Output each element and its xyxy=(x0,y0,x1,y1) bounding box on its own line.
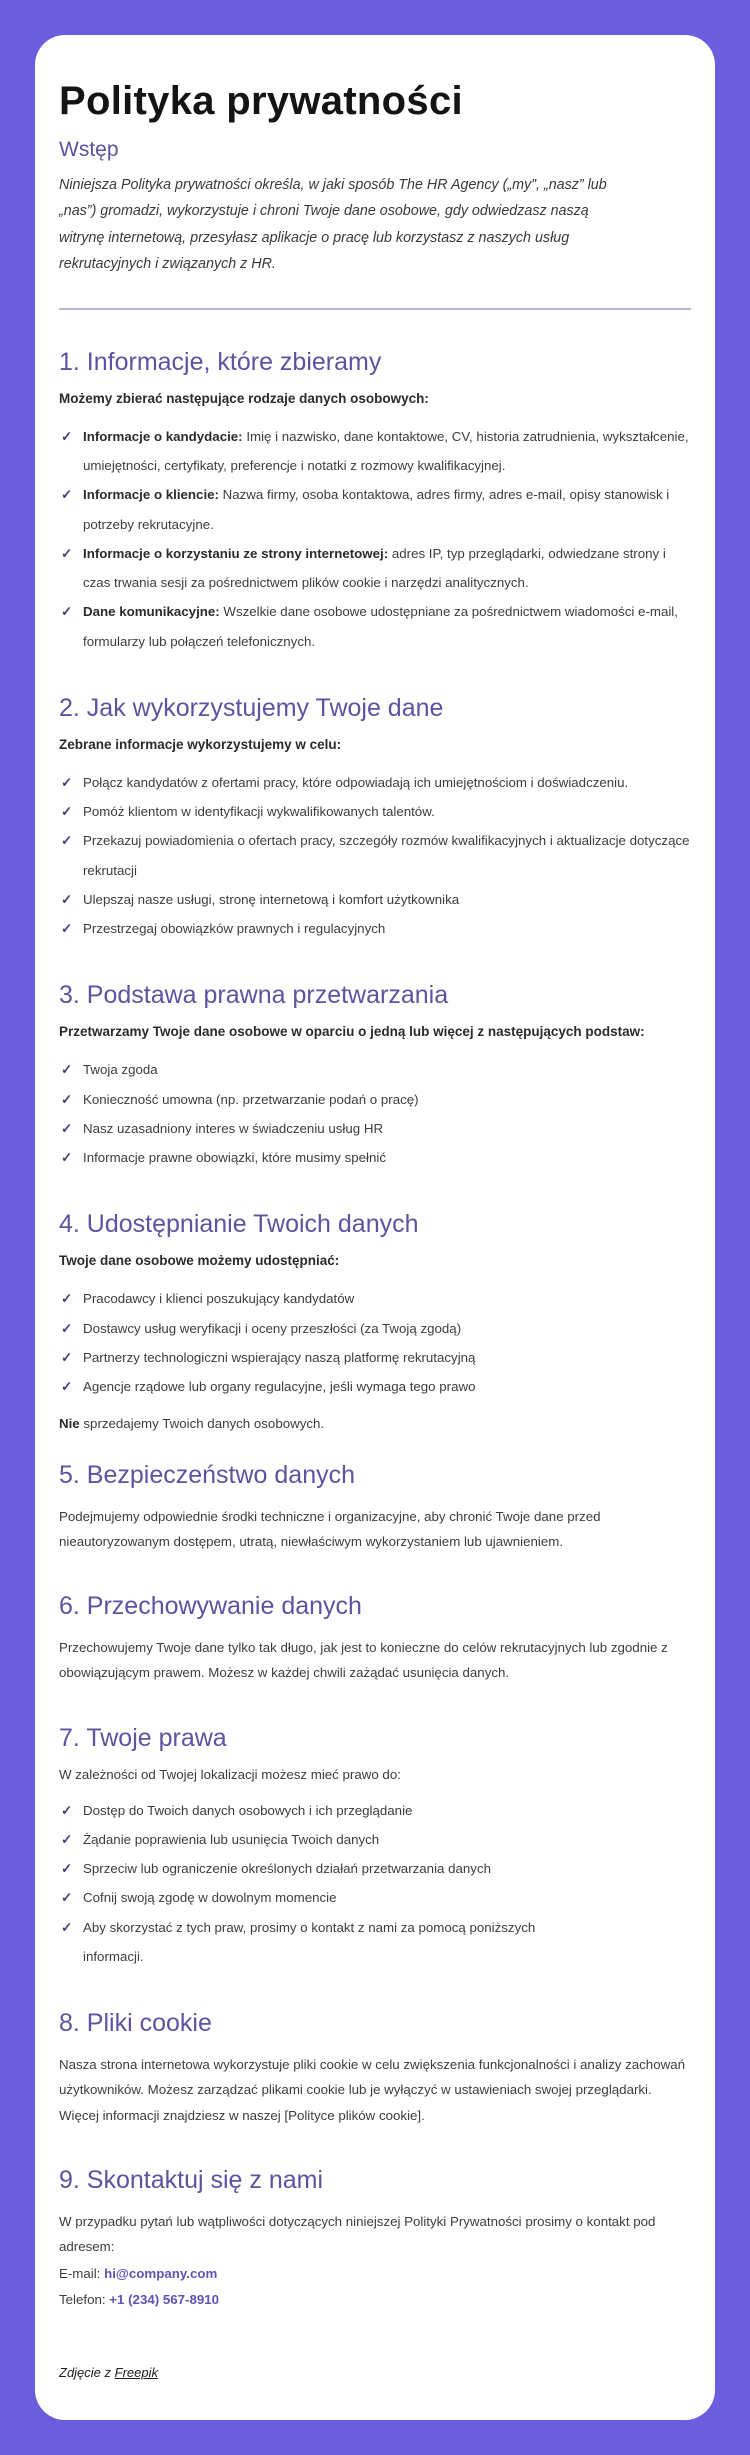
check-icon: ✓ xyxy=(61,1091,73,1107)
no-sell-note xyxy=(59,1411,691,1436)
intro-paragraph: Niniejsza Polityka prywatności określa, w jaki sposób The HR Agency („my”, „nasz” lub „nas”) gromadzi, wykorzystuje i chroni Twoje dane osobowe, gdy odwiedzasz naszą witrynę internetową, przesyłasz aplikacje o pracę lub korzystasz z naszych usług rekrutacyjnych i związanych z HR. xyxy=(59,177,607,273)
list-item xyxy=(59,1854,691,1883)
section-heading: 7. Twoje prawa xyxy=(59,1723,227,1752)
section-heading: 1. Informacje, które zbieramy xyxy=(59,347,382,376)
list-item xyxy=(59,885,691,914)
check-list xyxy=(59,768,691,944)
list-item-label: Informacje o kandydacie: xyxy=(83,428,243,444)
section-6-przechowywanie xyxy=(59,1592,691,1686)
check-icon: ✓ xyxy=(61,1379,73,1394)
section-lead: Twoje dane osobowe możemy udostępniać: xyxy=(59,1253,340,1269)
privacy-policy-card xyxy=(35,35,715,2420)
list-item-text: Dostęp do Twoich danych osobowych i ich przeglądanie xyxy=(83,1802,413,1818)
list-item xyxy=(59,1314,691,1343)
check-list xyxy=(59,1284,691,1401)
check-icon: ✓ xyxy=(61,1861,73,1876)
list-item xyxy=(59,480,691,539)
section-4-udostepnianie xyxy=(59,1210,691,1436)
check-icon: ✓ xyxy=(61,1802,73,1818)
check-icon: ✓ xyxy=(61,833,73,849)
section-lead: Przetwarzamy Twoje dane osobowe w oparciu o jedną lub więcej z następujących podstaw: xyxy=(59,1024,645,1040)
list-item-text: Imię i nazwisko, dane kontaktowe, CV, historia zatrudnienia, wykształcenie, umiejętności, certyfikaty, preferencje i notatki z rozmowy kwalifikacyjnej. xyxy=(83,428,689,473)
list-item xyxy=(59,1055,691,1084)
no-sell-note-bold: Nie xyxy=(59,1416,80,1432)
list-item xyxy=(59,826,691,885)
check-icon: ✓ xyxy=(61,1831,73,1847)
list-item-text: Ulepszaj nasze usługi, stronę internetową i komfort użytkownika xyxy=(83,891,460,907)
section-5-bezpieczenstwo xyxy=(59,1461,691,1555)
list-item-text: Przekazuj powiadomienia o ofertach pracy, szczegóły rozmów kwalifikacyjnych i aktualizacje dotyczące rekrutacji xyxy=(83,833,690,878)
section-paragraph: Podejmujemy odpowiednie środki techniczne i organizacyjne, aby chronić Twoje dane przed nieautoryzowanym dostępem, utratą, niewłaściwym wykorzystaniem lub ujawnieniem. xyxy=(59,1508,601,1549)
phone-link[interactable]: +1 (234) 567-8910 xyxy=(109,2292,220,2308)
no-sell-note-text: sprzedajemy Twoich danych osobowych. xyxy=(79,1416,325,1432)
check-icon: ✓ xyxy=(61,1349,73,1365)
list-item xyxy=(59,1825,691,1854)
list-item-text: Informacje prawne obowiązki, które musimy spełnić xyxy=(83,1150,386,1165)
section-7-twoje-prawa xyxy=(59,1724,691,1972)
section-8-pliki-cookie xyxy=(59,2009,691,2128)
list-item xyxy=(59,1284,691,1313)
page-background xyxy=(0,35,750,2420)
section-1-informacje-ktore-zbieramy xyxy=(59,348,691,656)
section-lead: Możemy zbierać następujące rodzaje danych osobowych: xyxy=(59,390,429,406)
list-item-text: Nasz uzasadniony interes w świadczeniu usług HR xyxy=(83,1120,384,1136)
list-item-text: Twoja zgoda xyxy=(83,1062,158,1078)
check-icon: ✓ xyxy=(61,1062,73,1078)
list-item xyxy=(59,1372,691,1401)
check-icon: ✓ xyxy=(61,891,73,907)
list-item xyxy=(59,1085,691,1114)
check-icon: ✓ xyxy=(61,1890,73,1906)
list-item-text: Dostawcy usług weryfikacji i oceny przeszłości (za Twoją zgodą) xyxy=(83,1320,462,1336)
list-item-text: Aby skorzystać z tych praw, prosimy o kontakt z nami za pomocą poniższych informacji. xyxy=(83,1919,536,1964)
section-2-jak-wykorzystujemy xyxy=(59,694,691,944)
list-item xyxy=(59,597,691,656)
list-item xyxy=(59,422,691,481)
check-icon: ✓ xyxy=(61,1120,73,1136)
list-item xyxy=(59,1796,691,1825)
contact-email-line xyxy=(59,2261,691,2287)
list-item-text: adres IP, typ przeglądarki, odwiedzane strony i czas trwania sesji za pośrednictwem plików cookie i narzędzi analitycznych. xyxy=(83,545,666,590)
check-icon: ✓ xyxy=(61,1150,73,1165)
list-item-label: Informacje o kliencie: xyxy=(83,487,219,503)
section-heading: 8. Pliki cookie xyxy=(59,2009,212,2037)
check-icon: ✓ xyxy=(61,487,73,503)
list-item xyxy=(59,797,691,826)
section-3-podstawa-prawna xyxy=(59,981,691,1172)
list-item-text: Cofnij swoją zgodę w dowolnym momencie xyxy=(83,1890,337,1906)
check-icon: ✓ xyxy=(61,774,73,790)
check-icon: ✓ xyxy=(61,1320,73,1336)
list-item xyxy=(59,1913,583,1972)
image-credit-text: Zdjęcie z xyxy=(59,2365,115,2381)
check-icon: ✓ xyxy=(61,804,73,819)
page-title: Polityka prywatności xyxy=(59,79,463,123)
list-item-text: Partnerzy technologiczni wspierający naszą platformę rekrutacyjną xyxy=(83,1349,476,1365)
section-heading: 5. Bezpieczeństwo danych xyxy=(59,1460,356,1489)
section-paragraph: Nasza strona internetowa wykorzystuje pliki cookie w celu zwiększenia funkcjonalności i analizy zachowań użytkowników. Możesz zarządzać plikami cookie lub je wyłączyć w ustawieniach swojej przeglądarki. Więcej informacji znajdziesz w naszej [Polityce plików cookie]. xyxy=(59,2057,685,2123)
list-item xyxy=(59,1114,691,1143)
list-item xyxy=(59,1343,691,1372)
check-icon: ✓ xyxy=(61,545,73,561)
list-item xyxy=(59,768,691,797)
section-heading: 2. Jak wykorzystujemy Twoje dane xyxy=(59,693,444,722)
list-item-text: Żądanie poprawienia lub usunięcia Twoich danych xyxy=(83,1831,380,1847)
section-heading: 4. Udostępnianie Twoich danych xyxy=(59,1210,419,1239)
list-item-text: Konieczność umowna (np. przetwarzanie podań o pracę) xyxy=(83,1091,419,1107)
section-divider xyxy=(59,308,691,310)
list-item-text: Pomóż klientom w identyfikacji wykwalifikowanych talentów. xyxy=(83,804,435,819)
check-icon: ✓ xyxy=(61,604,73,620)
section-paragraph: Przechowujemy Twoje dane tylko tak długo, jak jest to konieczne do celów rekrutacyjnych lub zgodnie z obowiązującym prawem. Możesz w każdej chwili zażądać usunięcia danych. xyxy=(59,1640,668,1681)
check-list xyxy=(59,1796,691,1972)
freepik-link[interactable]: Freepik xyxy=(114,2365,158,2381)
contact-intro: W przypadku pytań lub wątpliwości dotyczących niniejszej Polityki Prywatności prosimy o kontakt pod adresem: xyxy=(59,2213,656,2254)
section-lead: Zebrane informacje wykorzystujemy w celu: xyxy=(59,736,342,752)
section-heading: 9. Skontaktuj się z nami xyxy=(59,2165,324,2194)
list-item-text: Agencje rządowe lub organy regulacyjne, jeśli wymaga tego prawo xyxy=(83,1379,476,1394)
check-icon: ✓ xyxy=(61,428,73,444)
list-item xyxy=(59,539,691,598)
list-item xyxy=(59,914,691,943)
list-item xyxy=(59,1143,691,1172)
list-item xyxy=(59,1883,691,1912)
email-label: E-mail: xyxy=(59,2266,105,2282)
list-item-label: Informacje o korzystaniu ze strony internetowej: xyxy=(83,545,389,561)
check-list xyxy=(59,422,691,656)
list-item-label: Dane komunikacyjne: xyxy=(83,604,220,620)
check-icon: ✓ xyxy=(61,1919,73,1935)
image-credit xyxy=(59,2365,691,2380)
check-icon: ✓ xyxy=(61,921,73,936)
section-lead: W zależności od Twojej lokalizacji możesz mieć prawo do: xyxy=(59,1766,401,1782)
section-heading: 3. Podstawa prawna przetwarzania xyxy=(59,981,449,1010)
list-item-text: Nazwa firmy, osoba kontaktowa, adres firmy, adres e-mail, opisy stanowisk i potrzeby rekrutacyjne. xyxy=(83,487,670,532)
phone-label: Telefon: xyxy=(59,2292,110,2308)
intro-heading: Wstęp xyxy=(59,138,119,161)
section-heading: 6. Przechowywanie danych xyxy=(59,1592,362,1620)
section-9-kontakt xyxy=(59,2166,691,2313)
check-icon: ✓ xyxy=(61,1291,73,1307)
contact-phone-line xyxy=(59,2287,691,2313)
list-item-text: Sprzeciw lub ograniczenie określonych działań przetwarzania danych xyxy=(83,1861,491,1876)
email-link[interactable]: hi@company.com xyxy=(104,2266,218,2282)
list-item-text: Przestrzegaj obowiązków prawnych i regulacyjnych xyxy=(83,921,386,936)
check-list xyxy=(59,1055,691,1172)
list-item-text: Wszelkie dane osobowe udostępniane za pośrednictwem wiadomości e-mail, formularzy lub połączeń telefonicznych. xyxy=(83,604,678,649)
list-item-text: Pracodawcy i klienci poszukujący kandydatów xyxy=(83,1291,355,1307)
list-item-text: Połącz kandydatów z ofertami pracy, które odpowiadają ich umiejętnościom i doświadczeniu. xyxy=(83,774,629,790)
